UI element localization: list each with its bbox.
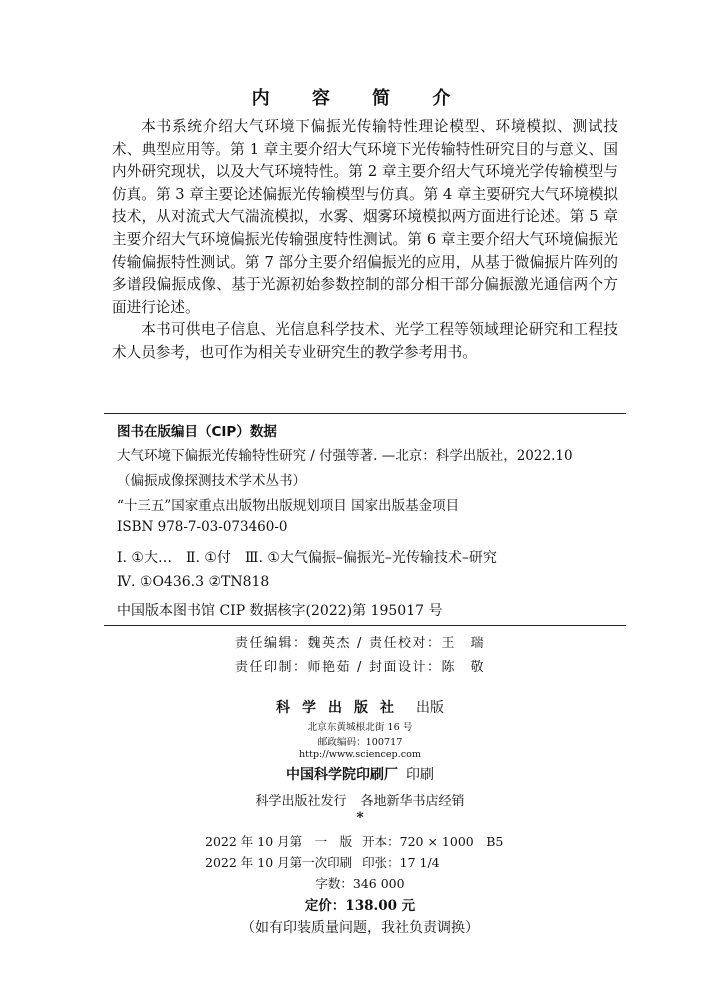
cip-class-line-1: Ⅰ. ①大… Ⅱ. ①付 Ⅲ. ①大气偏振–偏振光–光传输技术–研究 [117,550,497,566]
proofreader-credit: 责任校对：王 瑞 [368,636,485,651]
cip-bottom-rule [104,625,626,626]
publisher-postcode: 邮政编码：100717 [317,737,403,748]
credit-separator: / [357,660,363,675]
credits-line-2 [0,656,720,675]
cip-title-line: 大气环境下偏振光传输特性研究 / 付强等著. —北京：科学出版社，2022.10 [117,448,573,464]
spec-line-edition [205,832,503,850]
summary-title: 内 容 简 介 [251,88,469,109]
edition-info: 2022 年 10 月第 一 版 [205,834,353,849]
printing-info: 2022 年 10 月第一次印刷 [205,855,353,870]
summary-paragraph-2: 本书可供电子信息、光信息科学技术、光学工程等领域理论研究和工程技术人员参考，也可作为相关专业研究生的教学参考用书。 [112,321,618,361]
summary-paragraph-1: 本书系统介绍大气环境下偏振光传输特性理论模型、环境模拟、测试技术、典型应用等。第 1 章主要介绍大气环境下光传输特性研究目的与意义、国内外研究现状，以及大气环境特性。第 2 章主要介绍大气环境光学传输模型与仿真。第 3 章主要论述偏振光传输模型与仿真。第 4 章主要研究大气环境模拟技术，从对流式大气湍流模拟，水雾、烟雾环境模拟两方面进行论述。第 5 章主要介绍大气环境偏振光传输强度特性测试。第 6 章主要介绍大气环境偏振光传输偏振特性测试。第 7 部分主要介绍偏振光的应用，从基于微偏振片阵列的多谱段偏振成像、基于光源初始参数控制的部分相干部分偏振激光通信两个方面进行论述。 [112,118,618,316]
cip-top-rule [104,413,626,414]
publisher-address: 北京东黄城根北街 16 号 [307,722,413,733]
price: 定价：138.00 元 [304,898,416,914]
summary-body [112,116,618,365]
separator-star: * [356,810,364,826]
cip-classification [117,546,619,594]
cip-project-line: “十三五”国家重点出版物出版规划项目 国家出版基金项目 [117,498,460,514]
cip-verify-line: 中国版本图书馆 CIP 数据核字(2022)第 195017 号 [117,603,443,619]
format-info: 开本：720 × 1000 B5 [362,834,504,849]
credit-separator: / [357,636,363,651]
printer-line [0,764,720,784]
editor-credit: 责任编辑：魏英杰 [235,636,352,651]
publisher-line [0,697,720,717]
word-count: 字数：346 000 [315,876,405,891]
distributor-secondary: 各地新华书店经销 [360,794,465,809]
cip-heading: 图书在版编目（CIP）数据 [117,424,277,440]
print-credit: 责任印制：师艳茹 [235,660,352,675]
printer-suffix: 印刷 [406,767,434,783]
cip-isbn: ISBN 978-7-03-073460-0 [117,519,288,535]
publisher-name: 科学出版社 [276,700,406,716]
cover-design-credit: 封面设计：陈 敬 [368,660,485,675]
quality-notice: （如有印装质量问题，我社负责调换） [241,920,479,936]
credits-line-1 [0,632,720,651]
cip-class-line-2: Ⅳ. ①O436.3 ②TN818 [117,574,270,590]
publisher-website: http://www.sciencep.com [299,749,421,760]
printer-name: 中国科学院印刷厂 [286,767,398,783]
spec-line-printing [205,853,440,871]
cip-series-line: （偏振成像探测技术学术丛书） [117,473,306,489]
sheets-info: 印张：17 1/4 [362,855,440,870]
distribution-line [0,790,720,809]
distributor: 科学出版社发行 [255,794,347,809]
publisher-suffix: 出版 [416,700,444,716]
